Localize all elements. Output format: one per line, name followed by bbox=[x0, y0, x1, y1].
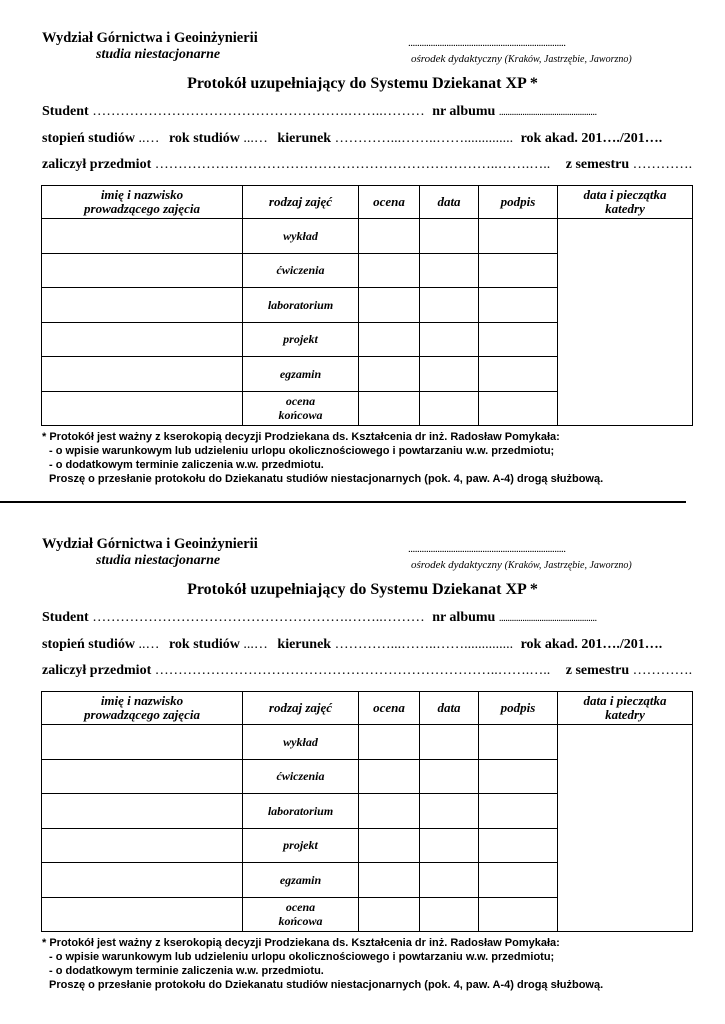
signature-cell[interactable] bbox=[479, 357, 558, 392]
study-mode: studia niestacjonarne bbox=[96, 47, 221, 62]
teaching-center-list: (Kraków, Jastrzębie, Jaworzno) bbox=[504, 54, 632, 65]
header-class-type: rodzaj zajęć bbox=[243, 186, 359, 219]
subject-label: zaliczył przedmiot bbox=[42, 663, 152, 678]
teaching-center-field[interactable]: ...................................................................... bbox=[408, 543, 566, 555]
table-header-row bbox=[42, 186, 693, 219]
header-department-stamp: data i pieczątka katedry bbox=[558, 692, 693, 725]
faculty-name: Wydział Górnictwa i Geoinżynierii bbox=[42, 30, 258, 46]
instructor-cell[interactable] bbox=[42, 357, 243, 392]
subject-row bbox=[42, 663, 693, 679]
grade-cell[interactable] bbox=[359, 253, 420, 288]
semester-field[interactable]: …………. bbox=[632, 663, 693, 678]
major-label: kierunek bbox=[277, 637, 332, 652]
footnotes bbox=[42, 936, 603, 992]
semester-label: z semestru bbox=[565, 663, 630, 678]
date-cell[interactable] bbox=[420, 759, 479, 794]
semester-label: z semestru bbox=[565, 157, 630, 172]
signature-cell[interactable] bbox=[479, 219, 558, 254]
major-field[interactable]: …………...……..…….............. bbox=[334, 637, 514, 652]
header-instructor: imię i nazwisko prowadzącego zajęcia bbox=[42, 186, 243, 219]
signature-cell[interactable] bbox=[479, 253, 558, 288]
class-type-cell: wykład bbox=[243, 219, 359, 254]
instructor-cell[interactable] bbox=[42, 759, 243, 794]
date-cell[interactable] bbox=[420, 357, 479, 392]
table-row bbox=[42, 219, 693, 254]
signature-cell[interactable] bbox=[479, 828, 558, 863]
instructor-cell[interactable] bbox=[42, 828, 243, 863]
date-cell[interactable] bbox=[420, 288, 479, 323]
degree-field[interactable]: ..… bbox=[138, 637, 160, 652]
degree-label: stopień studiów bbox=[42, 637, 135, 652]
department-stamp-cell[interactable] bbox=[558, 219, 693, 426]
student-field[interactable]: ……………………………………………….……..……… bbox=[92, 104, 425, 119]
signature-cell[interactable] bbox=[479, 897, 558, 932]
grade-cell[interactable] bbox=[359, 759, 420, 794]
academic-year-field[interactable]: rok akad. 201…./201…. bbox=[520, 637, 663, 652]
signature-cell[interactable] bbox=[479, 725, 558, 760]
instructor-cell[interactable] bbox=[42, 725, 243, 760]
class-type-cell: projekt bbox=[243, 322, 359, 357]
date-cell[interactable] bbox=[420, 828, 479, 863]
header-instructor: imię i nazwisko prowadzącego zajęcia bbox=[42, 692, 243, 725]
student-label: Student bbox=[42, 104, 89, 119]
date-cell[interactable] bbox=[420, 322, 479, 357]
footnote-item: - o dodatkowym terminie zaliczenia w.w. przedmiotu. bbox=[49, 459, 324, 471]
class-type-cell: wykład bbox=[243, 725, 359, 760]
instructor-cell[interactable] bbox=[42, 322, 243, 357]
instructor-cell[interactable] bbox=[42, 219, 243, 254]
footnotes bbox=[42, 430, 603, 486]
major-label: kierunek bbox=[277, 131, 332, 146]
instructor-cell[interactable] bbox=[42, 288, 243, 323]
class-type-cell: laboratorium bbox=[243, 288, 359, 323]
signature-cell[interactable] bbox=[479, 863, 558, 898]
teaching-center-list: (Kraków, Jastrzębie, Jaworzno) bbox=[504, 560, 632, 571]
grade-cell[interactable] bbox=[359, 322, 420, 357]
student-row bbox=[42, 104, 682, 120]
header-department-stamp: data i pieczątka katedry bbox=[558, 186, 693, 219]
form-title: Protokół uzupełniający do Systemu Dziekanat XP * bbox=[187, 581, 538, 598]
subject-label: zaliczył przedmiot bbox=[42, 157, 152, 172]
protocol-form-1 bbox=[0, 0, 725, 495]
student-field[interactable]: ……………………………………………….……..……… bbox=[92, 610, 425, 625]
degree-field[interactable]: ..… bbox=[138, 131, 160, 146]
subject-field[interactable]: ………………………………………………………………..…….….. bbox=[154, 157, 551, 172]
signature-cell[interactable] bbox=[479, 794, 558, 829]
cut-line-divider bbox=[0, 501, 686, 503]
class-type-cell: egzamin bbox=[243, 357, 359, 392]
semester-field[interactable]: …………. bbox=[632, 157, 693, 172]
study-info-row bbox=[42, 131, 682, 147]
grades-table bbox=[41, 691, 693, 932]
subject-row bbox=[42, 157, 693, 173]
header-date: data bbox=[420, 186, 479, 219]
album-label: nr albumu bbox=[432, 610, 496, 625]
signature-cell[interactable] bbox=[479, 759, 558, 794]
year-label: rok studiów bbox=[168, 131, 240, 146]
degree-label: stopień studiów bbox=[42, 131, 135, 146]
instructor-cell[interactable] bbox=[42, 897, 243, 932]
class-type-cell: ocena końcowa bbox=[243, 391, 359, 426]
table-row bbox=[42, 725, 693, 760]
header-grade: ocena bbox=[359, 186, 420, 219]
class-type-cell: ocena końcowa bbox=[243, 897, 359, 932]
protocol-form-2 bbox=[0, 506, 725, 1001]
signature-cell[interactable] bbox=[479, 288, 558, 323]
footnote-item: - o wpisie warunkowym lub udzieleniu urlopu okolicznościowego i powtarzaniu w.w. przedmiotu; bbox=[49, 445, 555, 457]
class-type-cell: egzamin bbox=[243, 863, 359, 898]
academic-year-field[interactable]: rok akad. 201…./201…. bbox=[520, 131, 663, 146]
signature-cell[interactable] bbox=[479, 391, 558, 426]
major-field[interactable]: …………...……..…….............. bbox=[334, 131, 514, 146]
grade-cell[interactable] bbox=[359, 288, 420, 323]
header-grade: ocena bbox=[359, 692, 420, 725]
year-field[interactable]: ...… bbox=[243, 131, 268, 146]
header-signature: podpis bbox=[479, 692, 558, 725]
album-field[interactable]: .............................................. bbox=[498, 107, 597, 118]
instructor-cell[interactable] bbox=[42, 863, 243, 898]
instructor-cell[interactable] bbox=[42, 253, 243, 288]
grade-cell[interactable] bbox=[359, 828, 420, 863]
date-cell[interactable] bbox=[420, 391, 479, 426]
department-stamp-cell[interactable] bbox=[558, 725, 693, 932]
album-label: nr albumu bbox=[432, 104, 496, 119]
date-cell[interactable] bbox=[420, 253, 479, 288]
footnote-item: - o dodatkowym terminie zaliczenia w.w. przedmiotu. bbox=[49, 965, 324, 977]
date-cell[interactable] bbox=[420, 863, 479, 898]
album-field[interactable]: .............................................. bbox=[498, 613, 597, 624]
header-class-type: rodzaj zajęć bbox=[243, 692, 359, 725]
study-mode: studia niestacjonarne bbox=[96, 553, 221, 568]
header-signature: podpis bbox=[479, 186, 558, 219]
class-type-cell: laboratorium bbox=[243, 794, 359, 829]
grade-cell[interactable] bbox=[359, 391, 420, 426]
date-cell[interactable] bbox=[420, 219, 479, 254]
footnote-main: * Protokół jest ważny z kserokopią decyzji Prodziekana ds. Kształcenia dr inż. Radosław Pomykała: bbox=[42, 431, 560, 443]
footnote-item: - o wpisie warunkowym lub udzieleniu urlopu okolicznościowego i powtarzaniu w.w. przedmiotu; bbox=[49, 951, 555, 963]
grade-cell[interactable] bbox=[359, 897, 420, 932]
grade-cell[interactable] bbox=[359, 794, 420, 829]
study-info-row bbox=[42, 637, 682, 653]
subject-field[interactable]: ………………………………………………………………..…….….. bbox=[154, 663, 551, 678]
teaching-center-label: ośrodek dydaktyczny bbox=[411, 559, 502, 571]
faculty-name: Wydział Górnictwa i Geoinżynierii bbox=[42, 536, 258, 552]
teaching-center-caption bbox=[411, 559, 632, 571]
class-type-cell: ćwiczenia bbox=[243, 759, 359, 794]
footnote-main: * Protokół jest ważny z kserokopią decyzji Prodziekana ds. Kształcenia dr inż. Radosław Pomykała: bbox=[42, 937, 560, 949]
instructor-cell[interactable] bbox=[42, 794, 243, 829]
grade-cell[interactable] bbox=[359, 725, 420, 760]
table-header-row bbox=[42, 692, 693, 725]
signature-cell[interactable] bbox=[479, 322, 558, 357]
footnote-request: Proszę o przesłanie protokołu do Dziekanatu studiów niestacjonarnych (pok. 4, paw. A-4) drogą służbową. bbox=[49, 979, 604, 991]
date-cell[interactable] bbox=[420, 725, 479, 760]
teaching-center-caption bbox=[411, 53, 632, 65]
instructor-cell[interactable] bbox=[42, 391, 243, 426]
year-field[interactable]: ...… bbox=[243, 637, 268, 652]
student-label: Student bbox=[42, 610, 89, 625]
teaching-center-label: ośrodek dydaktyczny bbox=[411, 53, 502, 65]
teaching-center-field[interactable]: ...................................................................... bbox=[408, 37, 566, 49]
year-label: rok studiów bbox=[168, 637, 240, 652]
form-title: Protokół uzupełniający do Systemu Dziekanat XP * bbox=[187, 75, 538, 92]
grade-cell[interactable] bbox=[359, 219, 420, 254]
student-row bbox=[42, 610, 682, 626]
footnote-request: Proszę o przesłanie protokołu do Dziekanatu studiów niestacjonarnych (pok. 4, paw. A-4) drogą służbową. bbox=[49, 473, 604, 485]
date-cell[interactable] bbox=[420, 897, 479, 932]
grade-cell[interactable] bbox=[359, 357, 420, 392]
class-type-cell: ćwiczenia bbox=[243, 253, 359, 288]
class-type-cell: projekt bbox=[243, 828, 359, 863]
date-cell[interactable] bbox=[420, 794, 479, 829]
grades-table bbox=[41, 185, 693, 426]
header-date: data bbox=[420, 692, 479, 725]
grade-cell[interactable] bbox=[359, 863, 420, 898]
